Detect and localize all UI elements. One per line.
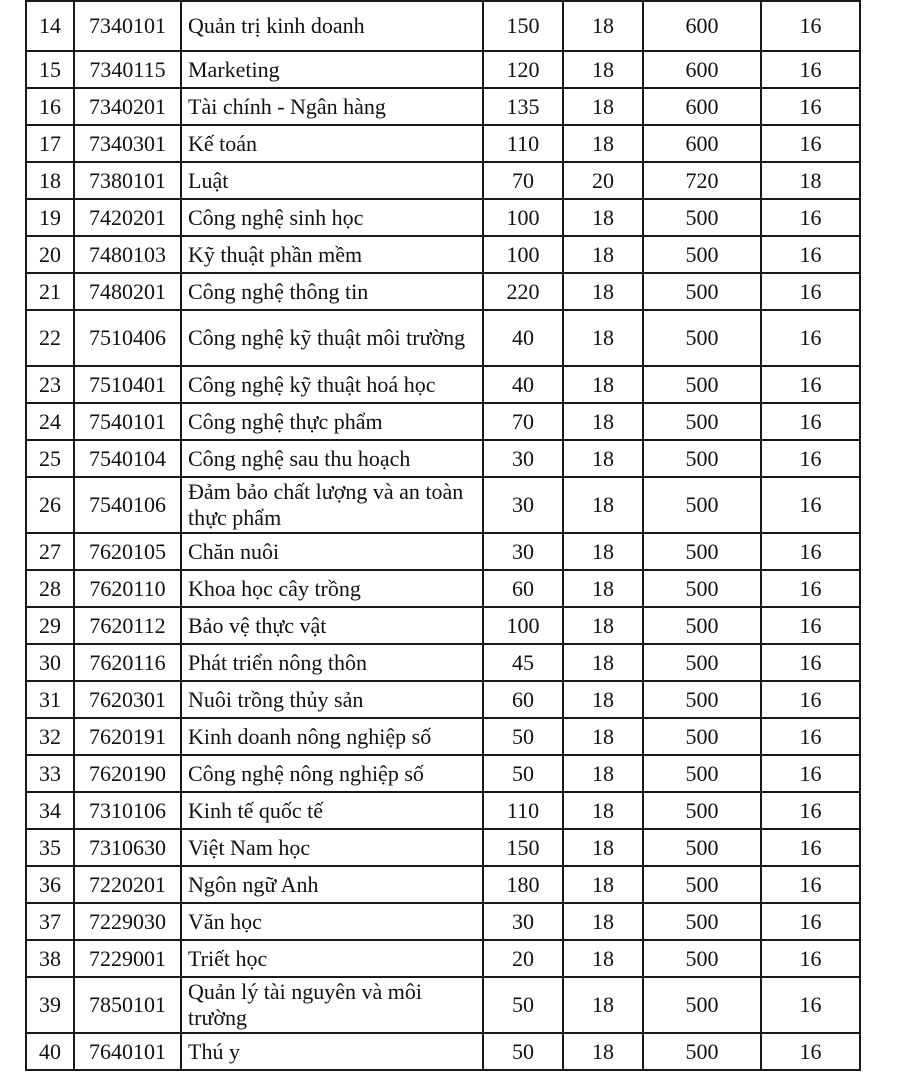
aptitude-score: 500 bbox=[643, 940, 761, 977]
program-name: Nuôi trồng thủy sản bbox=[181, 681, 483, 718]
min-score: 18 bbox=[563, 51, 643, 88]
aptitude-score: 720 bbox=[643, 162, 761, 199]
quota: 45 bbox=[483, 644, 563, 681]
table-row bbox=[26, 403, 860, 440]
aptitude-score: 500 bbox=[643, 570, 761, 607]
table-row bbox=[26, 570, 860, 607]
program-name: Việt Nam học bbox=[181, 829, 483, 866]
program-name: Công nghệ thực phẩm bbox=[181, 403, 483, 440]
program-code: 7229001 bbox=[74, 940, 181, 977]
program-code: 7510406 bbox=[74, 310, 181, 366]
program-name: Triết học bbox=[181, 940, 483, 977]
min-score: 18 bbox=[563, 644, 643, 681]
quota: 100 bbox=[483, 236, 563, 273]
quota: 50 bbox=[483, 977, 563, 1033]
other-score: 16 bbox=[761, 51, 860, 88]
program-code: 7620112 bbox=[74, 607, 181, 644]
aptitude-score: 500 bbox=[643, 829, 761, 866]
quota: 40 bbox=[483, 310, 563, 366]
quota: 70 bbox=[483, 162, 563, 199]
quota: 110 bbox=[483, 792, 563, 829]
quota: 150 bbox=[483, 829, 563, 866]
table-row bbox=[26, 607, 860, 644]
aptitude-score: 500 bbox=[643, 607, 761, 644]
program-code: 7380101 bbox=[74, 162, 181, 199]
other-score: 16 bbox=[761, 88, 860, 125]
row-number: 40 bbox=[26, 1033, 74, 1070]
program-code: 7220201 bbox=[74, 866, 181, 903]
aptitude-score: 500 bbox=[643, 533, 761, 570]
program-name: Công nghệ nông nghiệp số bbox=[181, 755, 483, 792]
program-code: 7540104 bbox=[74, 440, 181, 477]
program-code: 7340201 bbox=[74, 88, 181, 125]
program-code: 7620301 bbox=[74, 681, 181, 718]
program-name: Quản lý tài nguyên và môi trường bbox=[181, 977, 483, 1033]
aptitude-score: 500 bbox=[643, 792, 761, 829]
other-score: 16 bbox=[761, 681, 860, 718]
other-score: 16 bbox=[761, 440, 860, 477]
row-number: 37 bbox=[26, 903, 74, 940]
quota: 70 bbox=[483, 403, 563, 440]
other-score: 18 bbox=[761, 162, 860, 199]
program-name: Phát triển nông thôn bbox=[181, 644, 483, 681]
table-row bbox=[26, 755, 860, 792]
aptitude-score: 500 bbox=[643, 477, 761, 533]
row-number: 20 bbox=[26, 236, 74, 273]
row-number: 18 bbox=[26, 162, 74, 199]
program-name: Chăn nuôi bbox=[181, 533, 483, 570]
table-row bbox=[26, 162, 860, 199]
aptitude-score: 500 bbox=[643, 310, 761, 366]
table-body bbox=[26, 1, 860, 1070]
row-number: 35 bbox=[26, 829, 74, 866]
aptitude-score: 500 bbox=[643, 903, 761, 940]
other-score: 16 bbox=[761, 755, 860, 792]
quota: 30 bbox=[483, 477, 563, 533]
other-score: 16 bbox=[761, 829, 860, 866]
row-number: 24 bbox=[26, 403, 74, 440]
min-score: 18 bbox=[563, 88, 643, 125]
table-row bbox=[26, 51, 860, 88]
program-code: 7620105 bbox=[74, 533, 181, 570]
program-code: 7310630 bbox=[74, 829, 181, 866]
program-code: 7620110 bbox=[74, 570, 181, 607]
quota: 110 bbox=[483, 125, 563, 162]
row-number: 32 bbox=[26, 718, 74, 755]
min-score: 18 bbox=[563, 607, 643, 644]
min-score: 18 bbox=[563, 440, 643, 477]
aptitude-score: 600 bbox=[643, 1, 761, 51]
other-score: 16 bbox=[761, 718, 860, 755]
program-code: 7540101 bbox=[74, 403, 181, 440]
table-row bbox=[26, 866, 860, 903]
other-score: 16 bbox=[761, 533, 860, 570]
table-row bbox=[26, 718, 860, 755]
program-code: 7480201 bbox=[74, 273, 181, 310]
program-name: Kinh doanh nông nghiệp số bbox=[181, 718, 483, 755]
aptitude-score: 500 bbox=[643, 755, 761, 792]
program-name: Bảo vệ thực vật bbox=[181, 607, 483, 644]
program-name: Đảm bảo chất lượng và an toàn thực phẩm bbox=[181, 477, 483, 533]
min-score: 18 bbox=[563, 403, 643, 440]
other-score: 16 bbox=[761, 125, 860, 162]
program-code: 7340115 bbox=[74, 51, 181, 88]
quota: 100 bbox=[483, 607, 563, 644]
row-number: 27 bbox=[26, 533, 74, 570]
aptitude-score: 600 bbox=[643, 88, 761, 125]
quota: 120 bbox=[483, 51, 563, 88]
min-score: 18 bbox=[563, 477, 643, 533]
program-name: Kinh tế quốc tế bbox=[181, 792, 483, 829]
other-score: 16 bbox=[761, 903, 860, 940]
program-name: Marketing bbox=[181, 51, 483, 88]
row-number: 28 bbox=[26, 570, 74, 607]
other-score: 16 bbox=[761, 236, 860, 273]
row-number: 21 bbox=[26, 273, 74, 310]
other-score: 16 bbox=[761, 607, 860, 644]
program-name: Công nghệ thông tin bbox=[181, 273, 483, 310]
program-code: 7310106 bbox=[74, 792, 181, 829]
program-code: 7640101 bbox=[74, 1033, 181, 1070]
other-score: 16 bbox=[761, 644, 860, 681]
aptitude-score: 500 bbox=[643, 681, 761, 718]
aptitude-score: 500 bbox=[643, 866, 761, 903]
program-name: Tài chính - Ngân hàng bbox=[181, 88, 483, 125]
program-name: Kế toán bbox=[181, 125, 483, 162]
table-row bbox=[26, 1, 860, 51]
program-code: 7620116 bbox=[74, 644, 181, 681]
other-score: 16 bbox=[761, 940, 860, 977]
other-score: 16 bbox=[761, 1033, 860, 1070]
table-row bbox=[26, 236, 860, 273]
table-row bbox=[26, 199, 860, 236]
min-score: 18 bbox=[563, 125, 643, 162]
program-code: 7480103 bbox=[74, 236, 181, 273]
table-row bbox=[26, 440, 860, 477]
program-code: 7510401 bbox=[74, 366, 181, 403]
other-score: 16 bbox=[761, 477, 860, 533]
row-number: 17 bbox=[26, 125, 74, 162]
aptitude-score: 500 bbox=[643, 199, 761, 236]
quota: 60 bbox=[483, 681, 563, 718]
other-score: 16 bbox=[761, 403, 860, 440]
quota: 30 bbox=[483, 903, 563, 940]
row-number: 38 bbox=[26, 940, 74, 977]
table-row bbox=[26, 366, 860, 403]
table-row bbox=[26, 88, 860, 125]
row-number: 25 bbox=[26, 440, 74, 477]
aptitude-score: 500 bbox=[643, 403, 761, 440]
row-number: 15 bbox=[26, 51, 74, 88]
quota: 50 bbox=[483, 718, 563, 755]
program-name: Thú y bbox=[181, 1033, 483, 1070]
min-score: 18 bbox=[563, 570, 643, 607]
aptitude-score: 500 bbox=[643, 718, 761, 755]
table-row bbox=[26, 477, 860, 533]
quota: 30 bbox=[483, 533, 563, 570]
other-score: 16 bbox=[761, 866, 860, 903]
program-name: Công nghệ kỹ thuật hoá học bbox=[181, 366, 483, 403]
table-row bbox=[26, 644, 860, 681]
min-score: 18 bbox=[563, 273, 643, 310]
min-score: 18 bbox=[563, 829, 643, 866]
program-name: Ngôn ngữ Anh bbox=[181, 866, 483, 903]
other-score: 16 bbox=[761, 366, 860, 403]
quota: 100 bbox=[483, 199, 563, 236]
program-code: 7620191 bbox=[74, 718, 181, 755]
program-code: 7850101 bbox=[74, 977, 181, 1033]
row-number: 29 bbox=[26, 607, 74, 644]
min-score: 18 bbox=[563, 1, 643, 51]
quota: 50 bbox=[483, 1033, 563, 1070]
table-row bbox=[26, 310, 860, 366]
min-score: 18 bbox=[563, 681, 643, 718]
table-row bbox=[26, 977, 860, 1033]
other-score: 16 bbox=[761, 570, 860, 607]
quota: 20 bbox=[483, 940, 563, 977]
table-row bbox=[26, 273, 860, 310]
row-number: 30 bbox=[26, 644, 74, 681]
other-score: 16 bbox=[761, 310, 860, 366]
quota: 40 bbox=[483, 366, 563, 403]
aptitude-score: 500 bbox=[643, 977, 761, 1033]
program-name: Công nghệ sau thu hoạch bbox=[181, 440, 483, 477]
min-score: 18 bbox=[563, 533, 643, 570]
row-number: 22 bbox=[26, 310, 74, 366]
row-number: 19 bbox=[26, 199, 74, 236]
row-number: 36 bbox=[26, 866, 74, 903]
quota: 60 bbox=[483, 570, 563, 607]
aptitude-score: 500 bbox=[643, 1033, 761, 1070]
program-name: Văn học bbox=[181, 903, 483, 940]
min-score: 18 bbox=[563, 199, 643, 236]
min-score: 18 bbox=[563, 977, 643, 1033]
other-score: 16 bbox=[761, 1, 860, 51]
aptitude-score: 500 bbox=[643, 366, 761, 403]
row-number: 26 bbox=[26, 477, 74, 533]
program-code: 7420201 bbox=[74, 199, 181, 236]
row-number: 39 bbox=[26, 977, 74, 1033]
row-number: 14 bbox=[26, 1, 74, 51]
table-row bbox=[26, 1033, 860, 1070]
program-name: Khoa học cây trồng bbox=[181, 570, 483, 607]
aptitude-score: 600 bbox=[643, 125, 761, 162]
row-number: 23 bbox=[26, 366, 74, 403]
min-score: 20 bbox=[563, 162, 643, 199]
other-score: 16 bbox=[761, 199, 860, 236]
min-score: 18 bbox=[563, 755, 643, 792]
other-score: 16 bbox=[761, 977, 860, 1033]
program-name: Công nghệ kỹ thuật môi trường bbox=[181, 310, 483, 366]
program-name: Kỹ thuật phần mềm bbox=[181, 236, 483, 273]
min-score: 18 bbox=[563, 366, 643, 403]
program-name: Luật bbox=[181, 162, 483, 199]
program-code: 7340101 bbox=[74, 1, 181, 51]
admissions-quota-table bbox=[25, 0, 861, 1071]
program-name: Quản trị kinh doanh bbox=[181, 1, 483, 51]
program-code: 7229030 bbox=[74, 903, 181, 940]
quota: 180 bbox=[483, 866, 563, 903]
program-code: 7540106 bbox=[74, 477, 181, 533]
min-score: 18 bbox=[563, 903, 643, 940]
min-score: 18 bbox=[563, 1033, 643, 1070]
aptitude-score: 500 bbox=[643, 644, 761, 681]
table-row bbox=[26, 681, 860, 718]
min-score: 18 bbox=[563, 310, 643, 366]
row-number: 16 bbox=[26, 88, 74, 125]
min-score: 18 bbox=[563, 866, 643, 903]
table-row bbox=[26, 903, 860, 940]
quota: 50 bbox=[483, 755, 563, 792]
quota: 150 bbox=[483, 1, 563, 51]
aptitude-score: 600 bbox=[643, 51, 761, 88]
quota: 30 bbox=[483, 440, 563, 477]
aptitude-score: 500 bbox=[643, 236, 761, 273]
other-score: 16 bbox=[761, 273, 860, 310]
row-number: 31 bbox=[26, 681, 74, 718]
min-score: 18 bbox=[563, 718, 643, 755]
quota: 220 bbox=[483, 273, 563, 310]
table-row bbox=[26, 940, 860, 977]
min-score: 18 bbox=[563, 940, 643, 977]
table-row bbox=[26, 533, 860, 570]
row-number: 34 bbox=[26, 792, 74, 829]
min-score: 18 bbox=[563, 792, 643, 829]
table-row bbox=[26, 792, 860, 829]
other-score: 16 bbox=[761, 792, 860, 829]
quota: 135 bbox=[483, 88, 563, 125]
min-score: 18 bbox=[563, 236, 643, 273]
program-code: 7620190 bbox=[74, 755, 181, 792]
row-number: 33 bbox=[26, 755, 74, 792]
program-code: 7340301 bbox=[74, 125, 181, 162]
aptitude-score: 500 bbox=[643, 273, 761, 310]
aptitude-score: 500 bbox=[643, 440, 761, 477]
table-row bbox=[26, 125, 860, 162]
table-row bbox=[26, 829, 860, 866]
program-name: Công nghệ sinh học bbox=[181, 199, 483, 236]
